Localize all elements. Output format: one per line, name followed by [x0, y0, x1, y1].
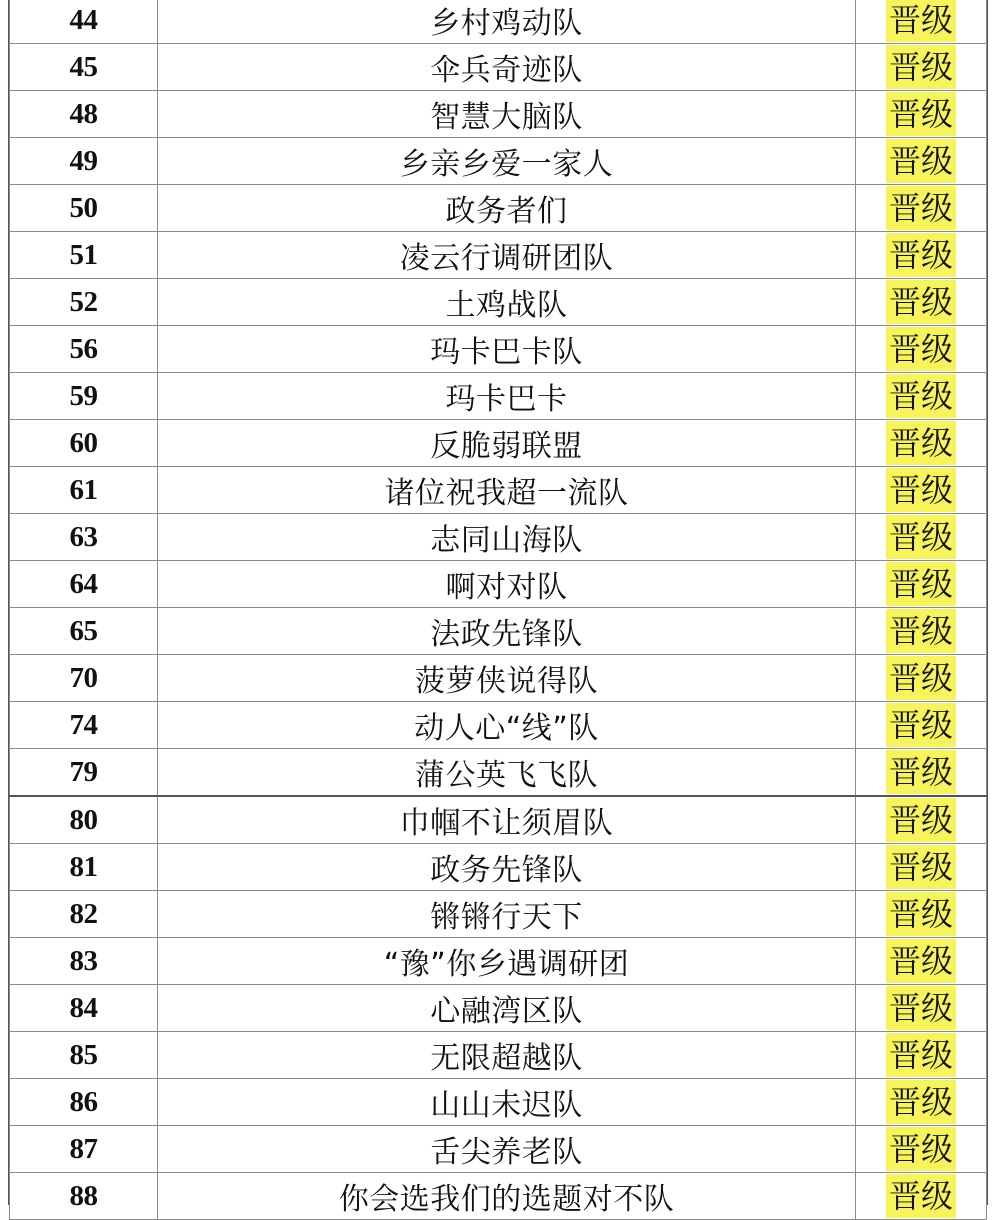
team-number-cell: 74: [10, 702, 158, 749]
team-name-cell: 乡亲乡爱一家人: [158, 138, 856, 185]
result-cell: [856, 420, 987, 467]
team-name-cell: 山山未迟队: [158, 1079, 856, 1126]
team-number-cell: 63: [10, 514, 158, 561]
result-highlight-badge: 晋级: [886, 92, 956, 136]
team-name-cell: 你会选我们的选题对不队: [158, 1173, 856, 1220]
table-row: [10, 185, 987, 232]
result-cell: [856, 1173, 987, 1220]
result-highlight-badge: 晋级: [886, 892, 956, 936]
table-row: [10, 373, 987, 420]
team-name-cell: 舌尖养老队: [158, 1126, 856, 1173]
result-highlight-badge: 晋级: [886, 750, 956, 794]
team-number-cell: 51: [10, 232, 158, 279]
result-cell: [856, 326, 987, 373]
team-number-cell: 50: [10, 185, 158, 232]
table-row: [10, 702, 987, 749]
table-row: [10, 514, 987, 561]
result-cell: [856, 985, 987, 1032]
table-row: [10, 1032, 987, 1079]
team-number-cell: 84: [10, 985, 158, 1032]
team-number-cell: 85: [10, 1032, 158, 1079]
result-highlight-badge: 晋级: [886, 468, 956, 512]
table-row: [10, 420, 987, 467]
result-highlight-badge: 晋级: [886, 562, 956, 606]
team-name-cell: 玛卡巴卡队: [158, 326, 856, 373]
table-row: [10, 796, 987, 844]
team-name-cell: 土鸡战队: [158, 279, 856, 326]
table-row: [10, 326, 987, 373]
table-row: [10, 655, 987, 702]
result-highlight-badge: 晋级: [886, 280, 956, 324]
result-cell: [856, 1079, 987, 1126]
table-row: [10, 1079, 987, 1126]
result-highlight-badge: 晋级: [886, 186, 956, 230]
result-highlight-badge: 晋级: [886, 1033, 956, 1077]
result-highlight-badge: 晋级: [886, 233, 956, 277]
table-row: [10, 138, 987, 185]
result-cell: [856, 44, 987, 91]
team-name-cell: 心融湾区队: [158, 985, 856, 1032]
result-cell: [856, 655, 987, 702]
team-number-cell: 87: [10, 1126, 158, 1173]
table-row: [10, 844, 987, 891]
team-number-cell: 80: [10, 796, 158, 844]
table-row: [10, 608, 987, 655]
team-number-cell: 81: [10, 844, 158, 891]
team-name-cell: 动人心“线”队: [158, 702, 856, 749]
team-number-cell: 49: [10, 138, 158, 185]
team-number-cell: 88: [10, 1173, 158, 1220]
result-highlight-badge: 晋级: [886, 45, 956, 89]
result-cell: [856, 561, 987, 608]
team-number-cell: 48: [10, 91, 158, 138]
team-number-cell: 44: [10, 0, 158, 44]
team-name-cell: 乡村鸡动队: [158, 0, 856, 44]
result-cell: [856, 279, 987, 326]
result-highlight-badge: 晋级: [886, 0, 956, 42]
result-cell: [856, 1126, 987, 1173]
team-name-cell: 啊对对队: [158, 561, 856, 608]
table-row: [10, 1126, 987, 1173]
team-number-cell: 56: [10, 326, 158, 373]
result-highlight-badge: 晋级: [886, 139, 956, 183]
team-name-cell: 志同山海队: [158, 514, 856, 561]
team-name-cell: 无限超越队: [158, 1032, 856, 1079]
team-name-cell: 凌云行调研团队: [158, 232, 856, 279]
result-highlight-badge: 晋级: [886, 939, 956, 983]
team-name-cell: 玛卡巴卡: [158, 373, 856, 420]
result-highlight-badge: 晋级: [886, 656, 956, 700]
result-cell: [856, 702, 987, 749]
result-cell: [856, 796, 987, 844]
team-number-cell: 79: [10, 749, 158, 797]
table-row: [10, 467, 987, 514]
results-sheet: [8, 0, 988, 1217]
result-cell: [856, 608, 987, 655]
result-cell: [856, 467, 987, 514]
result-highlight-badge: 晋级: [886, 798, 956, 842]
result-cell: [856, 514, 987, 561]
result-cell: [856, 373, 987, 420]
results-table: [9, 0, 987, 1220]
result-highlight-badge: 晋级: [886, 374, 956, 418]
team-number-cell: 45: [10, 44, 158, 91]
result-cell: [856, 91, 987, 138]
team-number-cell: 86: [10, 1079, 158, 1126]
team-name-cell: 菠萝侠说得队: [158, 655, 856, 702]
result-highlight-badge: 晋级: [886, 421, 956, 465]
team-name-cell: 法政先锋队: [158, 608, 856, 655]
team-name-cell: 锵锵行天下: [158, 891, 856, 938]
result-highlight-badge: 晋级: [886, 1127, 956, 1171]
result-highlight-badge: 晋级: [886, 986, 956, 1030]
team-name-cell: 反脆弱联盟: [158, 420, 856, 467]
result-highlight-badge: 晋级: [886, 327, 956, 371]
result-cell: [856, 232, 987, 279]
result-highlight-badge: 晋级: [886, 703, 956, 747]
table-row: [10, 0, 987, 44]
team-name-cell: “豫”你乡遇调研团: [158, 938, 856, 985]
result-cell: [856, 891, 987, 938]
team-number-cell: 52: [10, 279, 158, 326]
result-highlight-badge: 晋级: [886, 1174, 956, 1218]
result-cell: [856, 138, 987, 185]
table-row: [10, 279, 987, 326]
team-number-cell: 82: [10, 891, 158, 938]
team-name-cell: 蒲公英飞飞队: [158, 749, 856, 797]
team-number-cell: 64: [10, 561, 158, 608]
result-highlight-badge: 晋级: [886, 845, 956, 889]
result-cell: [856, 185, 987, 232]
team-number-cell: 59: [10, 373, 158, 420]
team-name-cell: 智慧大脑队: [158, 91, 856, 138]
team-name-cell: 政务者们: [158, 185, 856, 232]
table-row: [10, 938, 987, 985]
team-number-cell: 83: [10, 938, 158, 985]
result-cell: [856, 749, 987, 797]
result-highlight-badge: 晋级: [886, 609, 956, 653]
results-table-body: [10, 0, 987, 1220]
team-number-cell: 65: [10, 608, 158, 655]
team-number-cell: 61: [10, 467, 158, 514]
team-name-cell: 伞兵奇迹队: [158, 44, 856, 91]
table-row: [10, 44, 987, 91]
table-row: [10, 232, 987, 279]
result-highlight-badge: 晋级: [886, 1080, 956, 1124]
team-name-cell: 诸位祝我超一流队: [158, 467, 856, 514]
result-cell: [856, 938, 987, 985]
table-row: [10, 891, 987, 938]
result-cell: [856, 844, 987, 891]
team-number-cell: 70: [10, 655, 158, 702]
table-row: [10, 749, 987, 797]
result-cell: [856, 1032, 987, 1079]
team-name-cell: 巾帼不让须眉队: [158, 796, 856, 844]
table-row: [10, 561, 987, 608]
team-number-cell: 60: [10, 420, 158, 467]
team-name-cell: 政务先锋队: [158, 844, 856, 891]
table-row: [10, 985, 987, 1032]
result-cell: [856, 0, 987, 44]
table-row: [10, 91, 987, 138]
table-row: [10, 1173, 987, 1220]
result-highlight-badge: 晋级: [886, 515, 956, 559]
